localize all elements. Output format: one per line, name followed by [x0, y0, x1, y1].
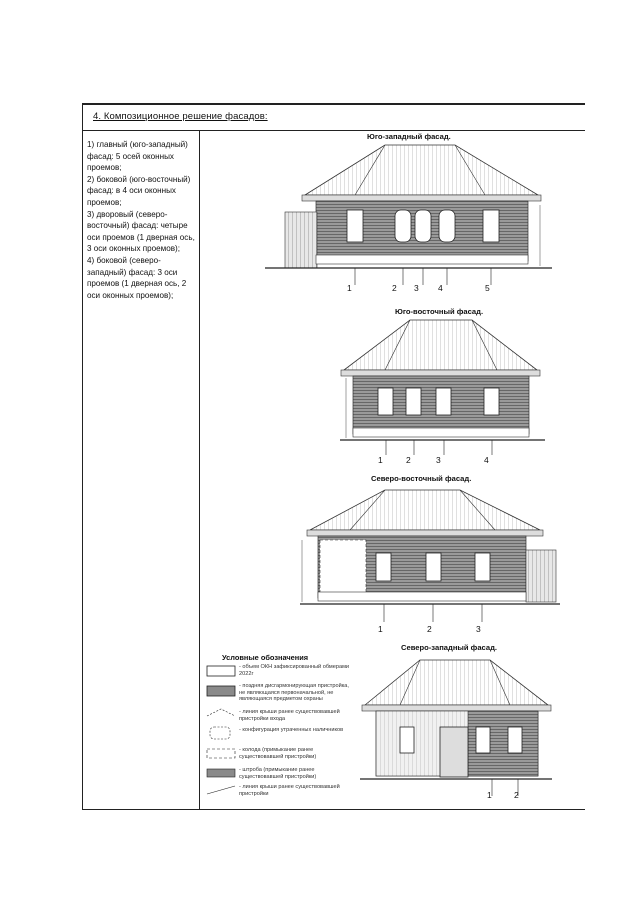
- legend-text: - линия крыши ранее существовавшей пристройки входа: [239, 709, 340, 722]
- legend-text: - объем ОКН зафиксированный обмерами 2022г: [239, 664, 350, 677]
- facade-title-se: Юго-восточный фасад.: [395, 307, 484, 316]
- facade-title-ne: Северо-восточный фасад.: [371, 474, 472, 483]
- axis-label: 2: [392, 283, 397, 293]
- axis-label: 1: [347, 283, 352, 293]
- axis-label: 5: [485, 283, 490, 293]
- legend-item: [207, 784, 352, 802]
- axis-label: 3: [476, 624, 481, 634]
- facade-ne-drawing: [300, 490, 560, 622]
- legend-text: - колода (примыкание ранее существовавшей пристройки): [239, 747, 317, 760]
- axis-label: 1: [487, 790, 492, 800]
- facade-title-sw: Юго-западный фасад.: [367, 132, 451, 141]
- facade-title-nw: Северо-западный фасад.: [401, 643, 498, 652]
- legend-item: [207, 727, 352, 745]
- legend-item: [207, 683, 352, 701]
- legend-text: - штроба (примыкание ранее существовавшей пристройки): [239, 767, 317, 780]
- axis-label: 4: [438, 283, 443, 293]
- legend-text: - линия крыши ранее существовавшей пристройки: [239, 784, 340, 797]
- legend-item: [207, 767, 352, 785]
- axis-label: 2: [514, 790, 519, 800]
- axis-label: 2: [406, 455, 411, 465]
- description-item: 4) боковой (северо-западный) фасад: 3 оси проемов (1 дверная ось, 2 оси оконных проемов);: [87, 255, 187, 300]
- legend-title: Условные обозначения: [222, 653, 309, 662]
- axis-label: 2: [427, 624, 432, 634]
- facade-se-drawing: [340, 320, 545, 455]
- description-item: 2) боковой (юго-восточный) фасад: в 4 оси оконных проемов;: [87, 174, 191, 207]
- legend-text: - конфигурация утраченных наличников: [239, 727, 344, 733]
- axis-label: 1: [378, 455, 383, 465]
- legend-item: [207, 664, 352, 682]
- facade-nw-drawing: [360, 660, 552, 796]
- legend-item: [207, 709, 352, 727]
- legend-text: - поздняя дисгармонирующая пристройка, не являющаяся первоначальной, не являющаяся предметом охраны: [239, 683, 349, 703]
- legend-item: [207, 747, 352, 765]
- description-item: 1) главный (юго-западный) фасад: 5 осей оконных проемов;: [87, 140, 188, 173]
- axis-label: 4: [484, 455, 489, 465]
- axis-label: 1: [378, 624, 383, 634]
- facade-sw-drawing: [265, 145, 552, 285]
- section-title: 4. Композиционное решение фасадов:: [93, 111, 268, 122]
- axis-label: 3: [414, 283, 419, 293]
- axis-label: 3: [436, 455, 441, 465]
- description-item: 3) дворовый (северо-восточный) фасад: четыре оси проемов (1 дверная ось, 3 оси оконных проемов);: [87, 209, 195, 254]
